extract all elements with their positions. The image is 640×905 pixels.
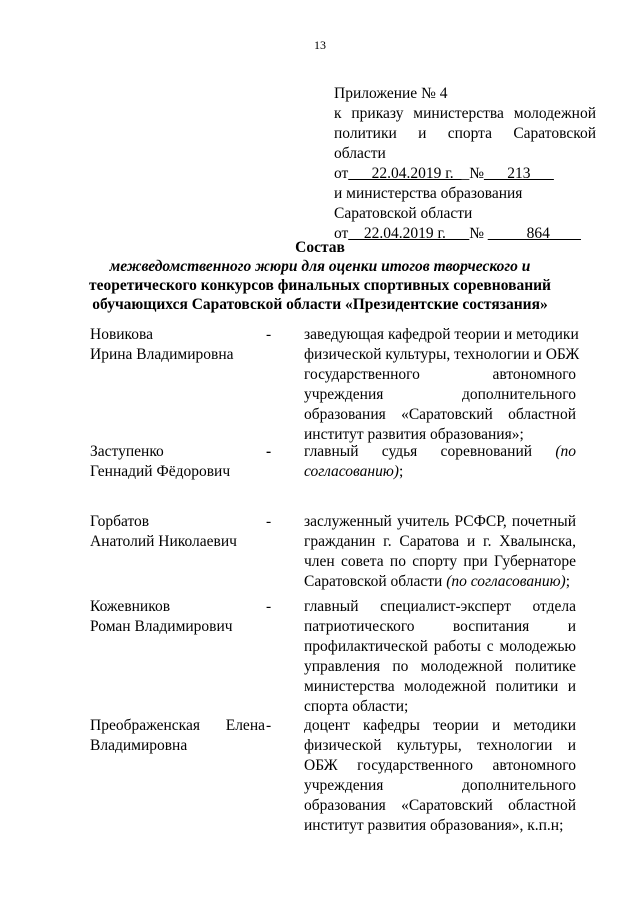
description-line [304,572,576,592]
description-line: физической культуры, технологии и ОБЖ [304,346,580,363]
member-given-names: Владимировна [90,737,188,754]
description-line: заслуженный учитель РСФСР, почетный [304,513,576,530]
appendix-title: Приложение № 4 [334,85,448,102]
member-name [90,442,265,482]
member-name [90,325,265,365]
order-2-date: __22.04.2019 г.___ [348,225,470,242]
appendix-line-5: и министерства образования [334,185,523,202]
member-description [304,512,576,592]
order-2-no: № [469,225,484,242]
member-surname: Кожевников [90,598,171,615]
description-line: управления по молодежной политике [304,658,576,675]
description-line: министерства молодежной политики и [304,678,576,695]
approval-note: (по согласованию) [446,573,566,590]
appendix-order-1 [334,164,596,184]
description-line [304,462,576,482]
description-text: ; [398,463,404,480]
description-text: Саратовской области [304,573,443,590]
appendix-line-3: области [334,145,386,162]
description-line: член совета по спорту при Губернаторе [304,553,576,570]
member-description [304,716,576,836]
description-line: доцент кафедры теории и методики [304,717,576,734]
description-line: образования «Саратовский областной [304,406,576,423]
appendix-block [334,84,596,244]
member-name [90,716,265,756]
member-surname: Преображенская Елена [90,717,265,734]
member-dash: - [266,598,272,615]
member-dash: - [266,326,272,343]
description-line: патриотического воспитания и [304,618,576,635]
description-line: спорта области; [304,698,409,715]
member-surname: Горбатов [90,513,150,530]
description-line: ОБЖ государственного автономного [304,757,576,774]
member-dash: - [266,443,272,460]
description-line: государственного автономного [304,366,576,383]
heading-line-2: теоретического конкурсов финальных спортивных соревнований [89,277,551,294]
description-line: образования «Саратовский областной [304,797,576,814]
appendix-line-2: политики и спорта Саратовской [334,125,596,142]
member-dash: - [266,513,272,530]
member-name [90,512,265,552]
order-1-number: ___213___ [483,165,554,182]
description-text: ; [565,573,571,590]
description-line: заведующая кафедрой теории и методики [304,326,579,343]
description-line: физической культуры, технологии и [304,737,576,754]
member-surname: Новикова [90,326,154,343]
approval-note: согласованию) [304,463,399,480]
member-given-names: Роман Владимирович [90,618,233,635]
description-line: гражданин г. Саратова и г. Хвалынска, [304,533,576,550]
description-line: профилактической работы с молодежью [304,638,576,655]
description-line: главный специалист-эксперт отдела [304,598,576,615]
description-line: учреждения дополнительного [304,386,576,403]
order-1-prefix: от [334,165,349,182]
page-number: 13 [314,38,326,52]
heading-line-1: межведомственного жюри для оценки итогов творческого и [109,258,531,275]
description-text: главный судья соревнований [304,443,533,460]
description-line: учреждения дополнительного [304,777,576,794]
member-description [304,597,576,717]
description-line: институт развития образования», к.п.н; [304,817,564,834]
member-given-names: Геннадий Фёдорович [90,463,231,480]
member-given-names: Анатолий Николаевич [90,533,237,550]
approval-note: (по [555,443,577,460]
description-line [304,442,576,462]
heading-title: Состав [295,239,345,256]
document-heading [0,238,640,314]
member-surname: Заступенко [90,443,164,460]
member-dash: - [266,717,272,734]
appendix-line-1: к приказу министерства молодежной [334,105,596,122]
order-1-no: _№ [461,165,484,182]
description-line: институт развития образования»; [304,426,524,443]
order-2-number: _____864____ [487,225,581,242]
member-description [304,442,576,482]
order-2-prefix: от [334,225,349,242]
member-description [304,325,580,445]
member-name [90,597,265,637]
member-given-names: Ирина Владимировна [90,346,234,363]
order-1-date: ___22.04.2019 г._ [348,165,462,182]
appendix-line-6: Саратовской области [334,205,473,222]
heading-line-3: обучающихся Саратовской области «Президентские состязания» [92,296,548,313]
